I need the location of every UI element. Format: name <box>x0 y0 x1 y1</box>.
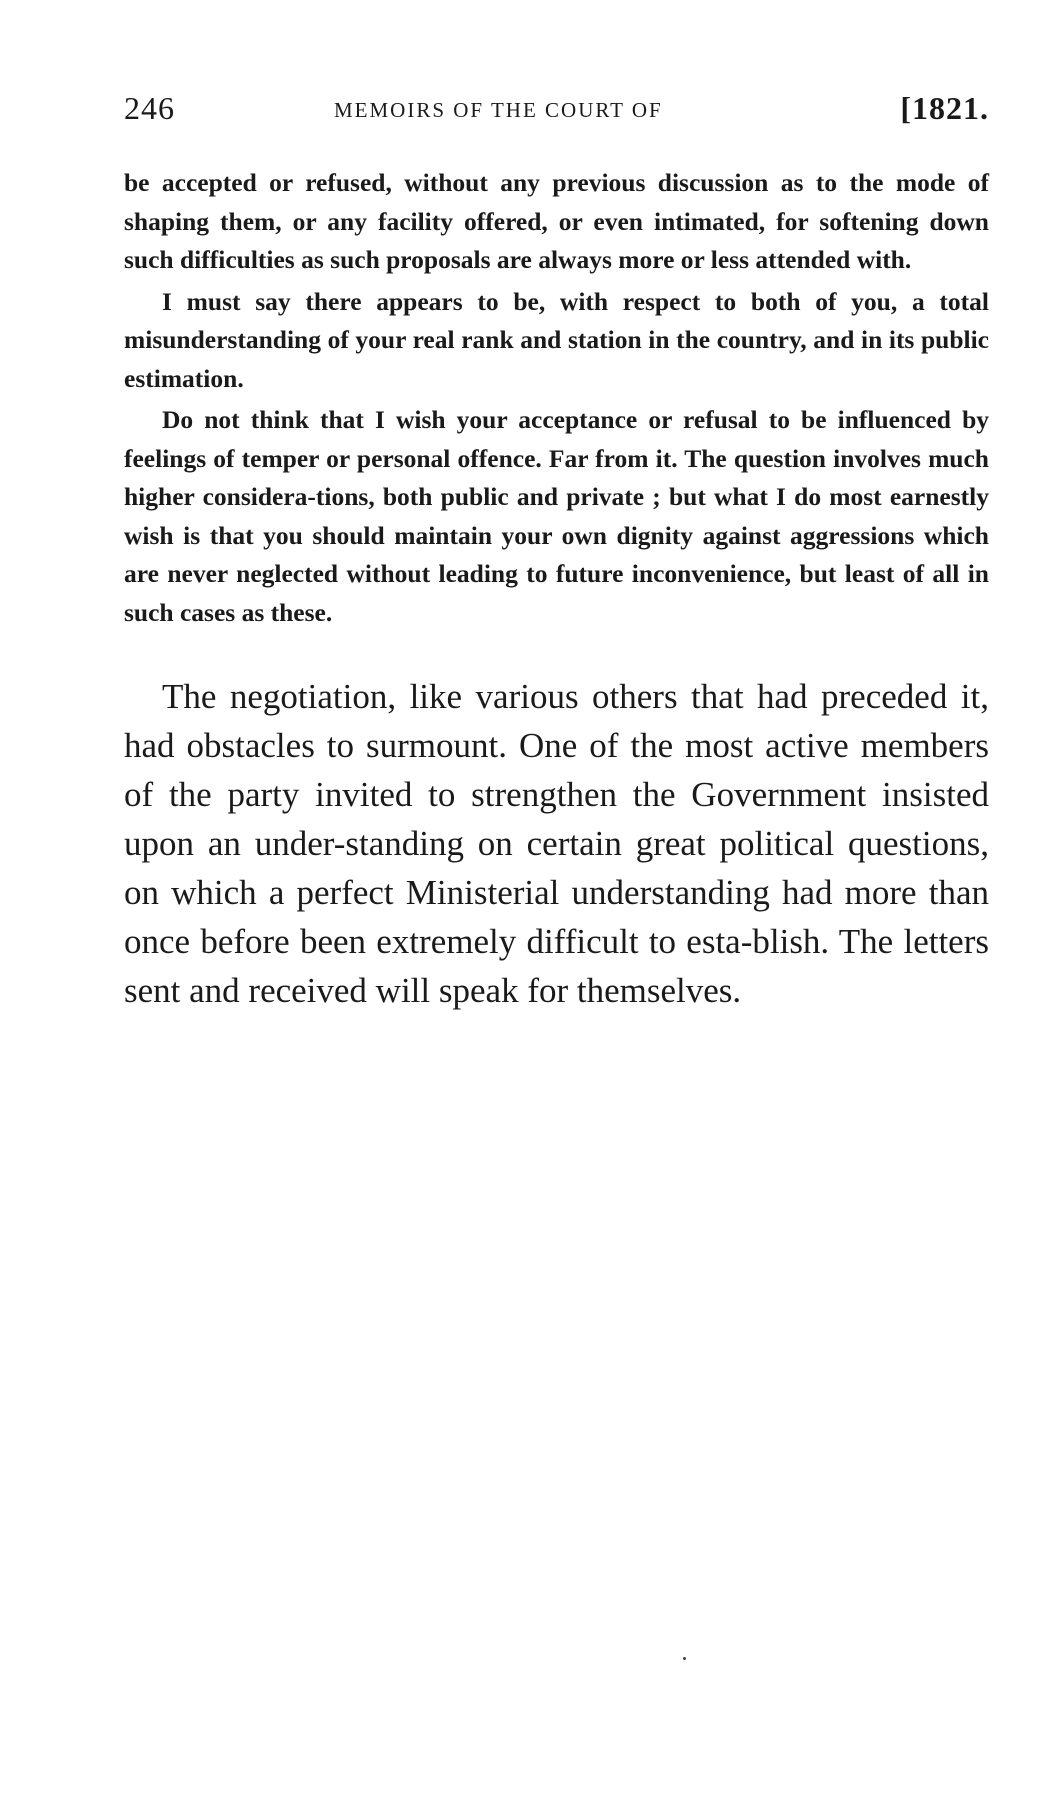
letter-paragraph: Do not think that I wish your acceptance or refusal to be influenced by feelings of temper or personal offence. Far from it. The question involves much higher considera-tions, both public and private ; but what I do most earnestly wish is that you should maintain your own dignity against aggressions which are never neglected without leading to future inconvenience, but least of all in such cases as these. <box>124 405 989 627</box>
running-title: MEMOIRS OF THE COURT OF <box>334 98 663 122</box>
running-year: [1821. <box>900 90 989 126</box>
letter-paragraph: be accepted or refused, without any previous discussion as to the mode of shaping them, or any facility offered, or even intimated, for softening down such difficulties as such proposals are always more or less attended with. <box>124 168 989 274</box>
letter-paragraph: I must say there appears to be, with respect to both of you, a total misunderstanding of your real rank and station in the country, and in its public estimation. <box>124 286 989 393</box>
quoted-letter <box>124 164 989 632</box>
ink-speck <box>683 1657 686 1660</box>
running-head <box>124 90 989 130</box>
narrative-paragraph: The negotiation, like various others that had preceded it, had obstacles to surmount. One of the most active members of the party invited to strengthen the Government insisted upon an under-standing on certain great political questions, on which a perfect Ministerial understanding had more than once before been extremely difficult to esta-blish. The letters sent and received will speak for themselves. <box>124 677 989 1010</box>
narrative-text <box>124 672 989 1015</box>
book-page <box>124 90 989 1015</box>
page-number: 246 <box>124 90 175 126</box>
